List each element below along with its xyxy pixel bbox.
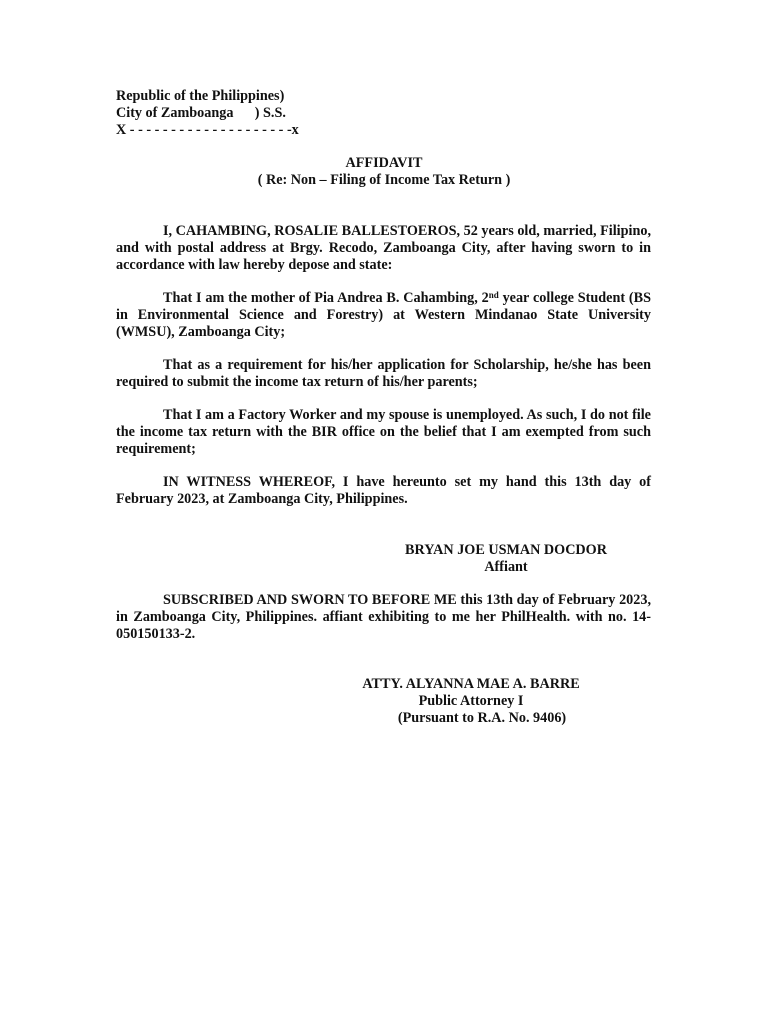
paragraph-relationship-end: year college Student (BS in Environmental Science and Forestry) at Western Mindanao State University (WMSU), Zamboanga City; xyxy=(116,290,651,340)
attorney-title: Public Attorney I xyxy=(418,693,524,709)
header-separator: X - - - - - - - - - - - - - - - - - - - -x xyxy=(116,122,299,138)
affiant-name: BRYAN JOE USMAN DOCDOR xyxy=(405,542,607,558)
ordinal-suffix: nd xyxy=(488,290,499,300)
paragraph-requirement: That as a requirement for his/her application for Scholarship, he/she has been required to submit the income tax return of his/her parents; xyxy=(116,357,651,390)
document-title: AFFIDAVIT xyxy=(345,155,423,171)
attorney-name: ATTY. ALYANNA MAE A. BARRE xyxy=(362,676,580,692)
header-republic: Republic of the Philippines) xyxy=(116,88,285,104)
paragraph-identity: I, CAHAMBING, ROSALIE BALLESTOEROS, 52 years old, married, Filipino, and with postal address at Brgy. Recodo, Zamboanga City, after having sworn to in accordance with law hereby depose and state: xyxy=(116,223,651,273)
document-subtitle: ( Re: Non – Filing of Income Tax Return ) xyxy=(257,172,511,188)
paragraph-employment: That I am a Factory Worker and my spouse is unemployed. As such, I do not file the income tax return with the BIR office on the belief that I am exempted from such requirement; xyxy=(116,407,651,457)
affiant-block xyxy=(394,542,618,576)
paragraph-relationship xyxy=(116,290,651,341)
affiant-label: Affiant xyxy=(484,559,528,575)
paragraph-witness: IN WITNESS WHEREOF, I have hereunto set my hand this 13th day of February 2023, at Zamboanga City, Philippines. xyxy=(116,474,651,507)
attorney-authority: (Pursuant to R.A. No. 9406) xyxy=(397,710,567,726)
header-city: City of Zamboanga ) S.S. xyxy=(116,105,286,121)
paragraph-relationship-start: That I am the mother of Pia Andrea B. Cahambing, 2 xyxy=(163,290,489,306)
paragraph-jurat: SUBSCRIBED AND SWORN TO BEFORE ME this 13th day of February 2023, in Zamboanga City, Philippines. affiant exhibiting to me her PhilHealth. with no. 14-050150133-2. xyxy=(116,592,651,642)
attorney-block xyxy=(346,676,596,727)
